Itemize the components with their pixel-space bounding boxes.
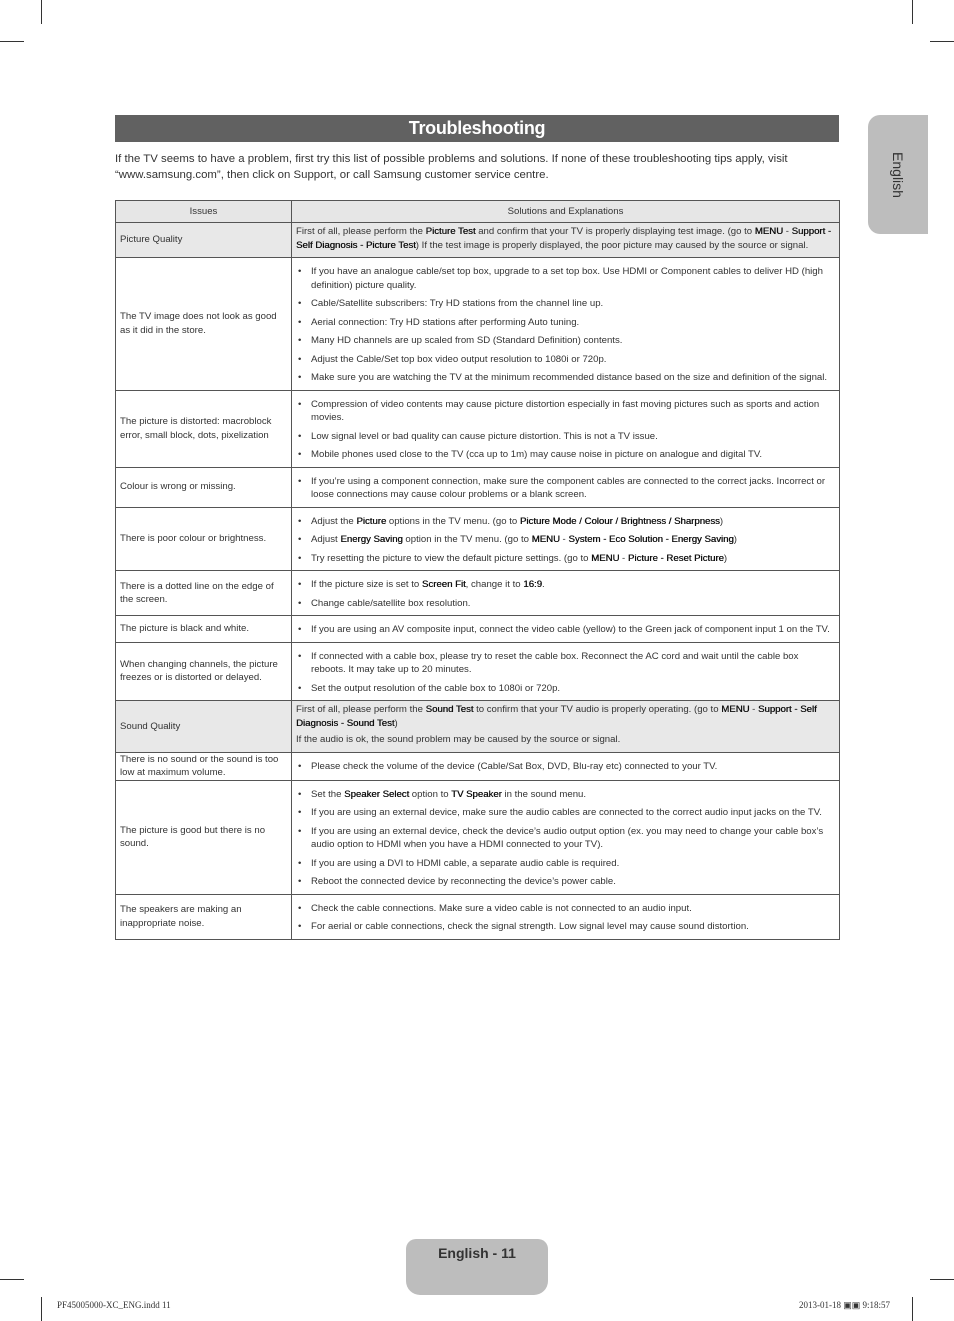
list-item: • If the picture size is set to Screen Fit, change it to 16:9. [296, 578, 835, 592]
issue-cell: There is a dotted line on the edge of the screen. [116, 571, 292, 616]
list-item: • Compression of video contents may cause picture distortion especially in fast moving pictures such as sports and action movies. [296, 398, 835, 425]
crop-mark [930, 1279, 954, 1280]
page-title: Troubleshooting [115, 115, 839, 142]
crop-mark [912, 0, 913, 24]
solution-cell [292, 752, 840, 780]
table-row [116, 780, 840, 894]
list-item: • If you’re using a component connection, make sure the component cables are connected to the correct jacks. Incorrect or loose connections may cause colour problems or a blank screen. [296, 475, 835, 502]
list-item: • For aerial or cable connections, check the signal strength. Low signal level may cause sound distortion. [296, 920, 835, 934]
page-number-tab [406, 1239, 548, 1295]
list-item: • Mobile phones used close to the TV (cca up to 1m) may cause noise in picture on analogue and digital TV. [296, 448, 835, 462]
table-row [116, 616, 840, 643]
solution-cell [292, 390, 840, 467]
list-item: • Please check the volume of the device (Cable/Sat Box, DVD, Blu-ray etc) connected to your TV. [296, 760, 835, 774]
list-item: • Adjust the Cable/Set top box video output resolution to 1080i or 720p. [296, 353, 835, 367]
issue-cell: There is no sound or the sound is too low at maximum volume. [116, 752, 292, 780]
table-row-category [116, 223, 840, 258]
list-item: • Change cable/satellite box resolution. [296, 597, 835, 611]
language-tab-label: English [890, 151, 906, 198]
issue-cell: Sound Quality [116, 701, 292, 753]
list-item: • Reboot the connected device by reconnecting the device’s power cable. [296, 875, 835, 889]
table-row [116, 642, 840, 701]
language-tab [868, 115, 928, 234]
solution-cell [292, 507, 840, 571]
print-slug-filename: PF45005000-XC_ENG.indd 11 [57, 1300, 171, 1310]
solution-cell: First of all, please perform the Picture Test and confirm that your TV is properly displaying test image. (go to MENU - Support - Self Diagnosis - Picture Test) If the test image is properly displayed, the poor picture may caused by the source or signal. [292, 223, 840, 258]
issue-cell: When changing channels, the picture freezes or is distorted or delayed. [116, 642, 292, 701]
list-item: • Many HD channels are up scaled from SD (Standard Definition) contents. [296, 334, 835, 348]
issue-cell: The picture is black and white. [116, 616, 292, 643]
list-item: • If you are using an AV composite input, connect the video cable (yellow) to the Green jack of component input 1 on the TV. [296, 623, 835, 637]
list-item: • Adjust the Picture options in the TV menu. (go to Picture Mode / Colour / Brightness / Sharpness) [296, 515, 835, 529]
solution-cell [292, 780, 840, 894]
list-item: • Try resetting the picture to view the default picture settings. (go to MENU - Picture - Reset Picture) [296, 552, 835, 566]
page-number-label: English - 11 [438, 1245, 516, 1261]
list-item: • Set the output resolution of the cable box to 1080i or 720p. [296, 682, 835, 696]
list-item: • Set the Speaker Select option to TV Speaker in the sound menu. [296, 788, 835, 802]
table-row [116, 752, 840, 780]
crop-mark [41, 0, 42, 24]
list-item: • Aerial connection: Try HD stations after performing Auto tuning. [296, 316, 835, 330]
solution-cell: First of all, please perform the Sound Test to confirm that your TV audio is properly operating. (go to MENU - Support - Self Diagnosis - Sound Test) If the audio is ok, the sound problem may be caused by the source or signal. [292, 701, 840, 753]
crop-mark [0, 1279, 24, 1280]
list-item: • Adjust Energy Saving option in the TV menu. (go to MENU - System - Eco Solution - Energy Saving) [296, 533, 835, 547]
column-header-issues: Issues [116, 201, 292, 223]
list-item: • Cable/Satellite subscribers: Try HD stations from the channel line up. [296, 297, 835, 311]
table-row [116, 571, 840, 616]
solution-cell [292, 571, 840, 616]
issue-cell: There is poor colour or brightness. [116, 507, 292, 571]
solution-cell [292, 258, 840, 391]
troubleshooting-table [115, 200, 840, 940]
list-item: • If you have an analogue cable/set top box, upgrade to a set top box. Use HDMI or Component cables to deliver HD (high definition) picture quality. [296, 265, 835, 292]
table-row [116, 467, 840, 507]
issue-cell: The picture is good but there is no sound. [116, 780, 292, 894]
issue-cell: The TV image does not look as good as it did in the store. [116, 258, 292, 391]
list-item: • Check the cable connections. Make sure a video cable is not connected to an audio input. [296, 902, 835, 916]
list-item: • If you are using an external device, check the device’s audio output option (ex. you may need to change your cable box’s audio option to HDMI when you have a HDMI connected to your TV). [296, 825, 835, 852]
table-row [116, 390, 840, 467]
solution-cell [292, 894, 840, 939]
column-header-solutions: Solutions and Explanations [292, 201, 840, 223]
list-item: • Low signal level or bad quality can cause picture distortion. This is not a TV issue. [296, 430, 835, 444]
issue-cell: The picture is distorted: macroblock error, small block, dots, pixelization [116, 390, 292, 467]
list-item: • Make sure you are watching the TV at the minimum recommended distance based on the size and definition of the signal. [296, 371, 835, 385]
table-row-category [116, 701, 840, 753]
print-slug-timestamp: 2013-01-18 ▣▣ 9:18:57 [798, 1300, 890, 1310]
list-item: • If you are using an external device, make sure the audio cables are connected to the correct audio input jacks on the TV. [296, 806, 835, 820]
solution-cell [292, 616, 840, 643]
solution-cell [292, 642, 840, 701]
crop-mark [41, 1297, 42, 1321]
intro-paragraph: If the TV seems to have a problem, first try this list of possible problems and solutions. If none of these troubleshooting tips apply, visit “www.samsung.com”, then click on Support, or call Samsung customer service centre. [115, 153, 788, 181]
table-row [116, 258, 840, 391]
table-header-row [116, 201, 840, 223]
issue-cell: Colour is wrong or missing. [116, 467, 292, 507]
table-row [116, 894, 840, 939]
list-item: • If you are using a DVI to HDMI cable, a separate audio cable is required. [296, 857, 835, 871]
crop-mark [930, 41, 954, 42]
issue-cell: Picture Quality [116, 223, 292, 258]
issue-cell: The speakers are making an inappropriate noise. [116, 894, 292, 939]
crop-mark [912, 1297, 913, 1321]
list-item: • If connected with a cable box, please try to reset the cable box. Reconnect the AC cord and wait until the cable box reboots. It may take up to 20 minutes. [296, 650, 835, 677]
solution-cell [292, 467, 840, 507]
table-row [116, 507, 840, 571]
crop-mark [0, 41, 24, 42]
